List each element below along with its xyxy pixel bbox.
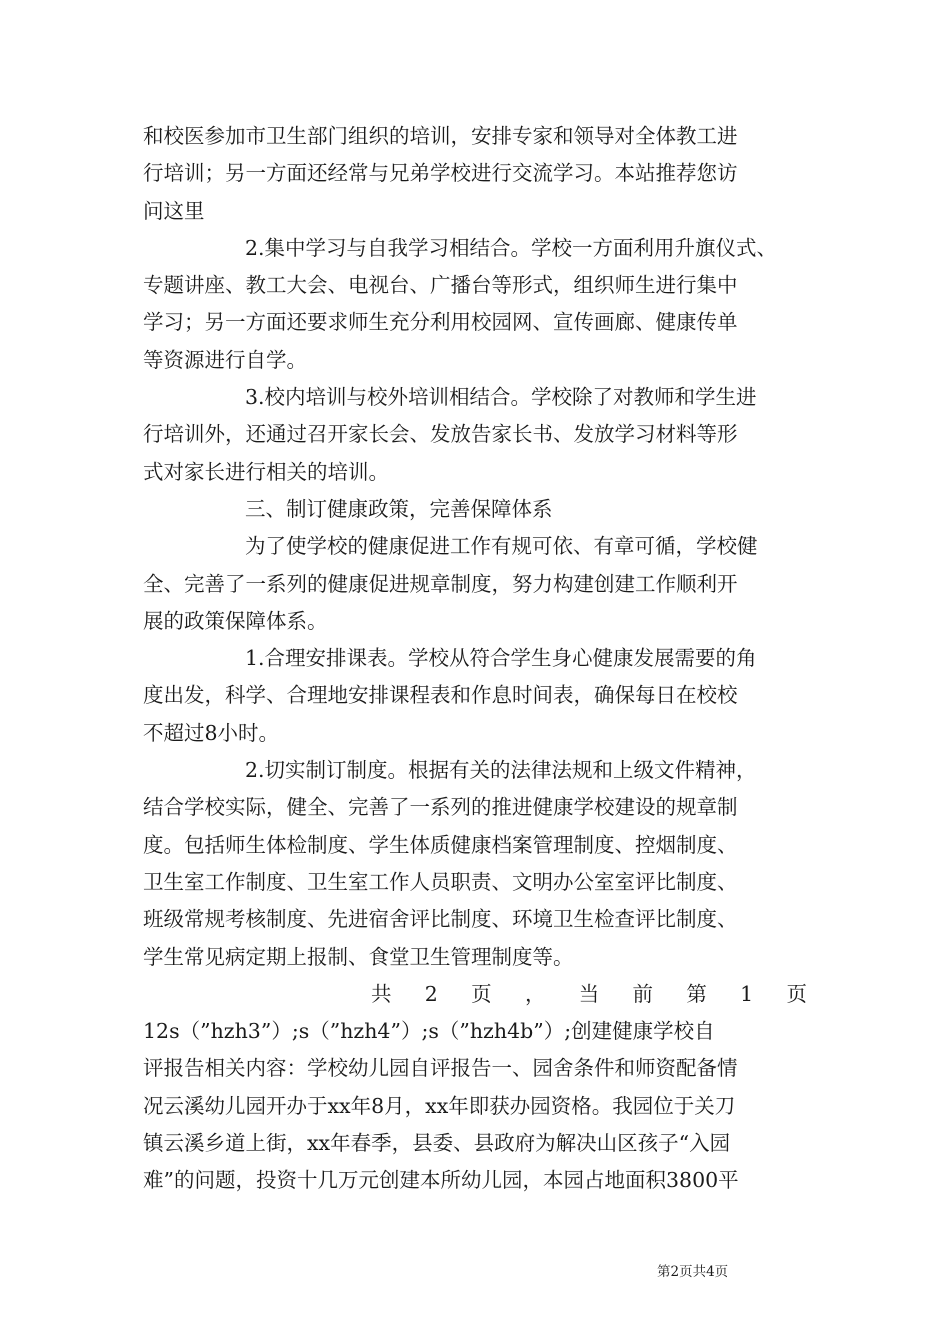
- page-footer: 第2页共4页: [657, 1264, 729, 1280]
- text-line: 况云溪幼儿园开办于xx年8月，xx年即获办园资格。我园位于关刀: [143, 1093, 736, 1118]
- pager-token: 1: [740, 981, 754, 1006]
- text-line: 3.校内培训与校外培训相结合。学校除了对教师和学生进: [245, 385, 757, 410]
- text-line: 行培训；另一方面还经常与兄弟学校进行交流学习。本站推荐您访: [143, 161, 738, 186]
- pager-token: 页: [471, 981, 492, 1006]
- pager-token: 共: [371, 981, 392, 1006]
- pager-token: 第: [686, 981, 707, 1006]
- pager-token: 前: [632, 981, 654, 1006]
- text-line: 12s（”hzh3”）;s（”hzh4”）;s（”hzh4b”）;创建健康学校自: [143, 1019, 715, 1044]
- pager-token: 页: [786, 981, 807, 1006]
- text-line: 2.集中学习与自我学习相结合。学校一方面利用升旗仪式、: [245, 235, 778, 260]
- text-line: 式对家长进行相关的培训。: [143, 459, 389, 484]
- text-line: 卫生室工作制度、卫生室工作人员职责、文明办公室室评比制度、: [143, 869, 738, 894]
- pager-token: 当: [578, 981, 600, 1006]
- text-line: 全、完善了一系列的健康促进规章制度，努力构建创建工作顺利开: [143, 571, 738, 596]
- text-line: 2.切实制订制度。根据有关的法律法规和上级文件精神，: [245, 758, 757, 783]
- body-paragraphs: [143, 118, 807, 976]
- text-line: 班级常规考核制度、先进宿舍评比制度、环境卫生检查评比制度、: [143, 907, 738, 932]
- text-line: 问这里: [143, 198, 205, 223]
- text-line: 学习；另一方面还要求师生充分利用校园网、宣传画廊、健康传单: [143, 310, 738, 335]
- pager-token: ，: [524, 981, 546, 1006]
- text-line: 评报告相关内容：学校幼儿园自评报告一、园舍条件和师资配备情: [143, 1056, 738, 1081]
- text-line: 展的政策保障体系。: [143, 608, 328, 633]
- text-line: 学生常见病定期上报制、食堂卫生管理制度等。: [143, 944, 574, 969]
- text-line: 不超过8小时。: [143, 720, 280, 745]
- text-line: 结合学校实际，健全、完善了一系列的推进健康学校建设的规章制: [143, 795, 738, 820]
- text-line: 三、制订健康政策，完善保障体系: [245, 496, 553, 521]
- text-line: 度。包括师生体检制度、学生体质健康档案管理制度、控烟制度、: [143, 832, 738, 857]
- text-line: 难”的问题，投资十几万元创建本所幼儿园，本园占地面积3800平: [143, 1168, 739, 1193]
- text-line: 镇云溪乡道上街，xx年春季，县委、县政府为解决山区孩子“入园: [143, 1131, 731, 1156]
- text-line: 度出发，科学、合理地安排课程表和作息时间表，确保每日在校校: [143, 683, 738, 708]
- text-line: 和校医参加市卫生部门组织的培训，安排专家和领导对全体教工进: [143, 124, 738, 148]
- text-line: 等资源进行自学。: [143, 347, 307, 372]
- pager-token: 2: [424, 981, 438, 1006]
- document-body: [143, 118, 807, 1200]
- tail-paragraph: [143, 1013, 807, 1199]
- pager-line: [143, 976, 807, 1013]
- text-line: 专题讲座、教工大会、电视台、广播台等形式，组织师生进行集中: [143, 273, 738, 298]
- text-line: 1.合理安排课表。学校从符合学生身心健康发展需要的角: [245, 646, 757, 671]
- text-line: 行培训外，还通过召开家长会、发放告家长书、发放学习材料等形: [143, 422, 738, 447]
- text-line: 为了使学校的健康促进工作有规可依、有章可循，学校健: [245, 534, 758, 559]
